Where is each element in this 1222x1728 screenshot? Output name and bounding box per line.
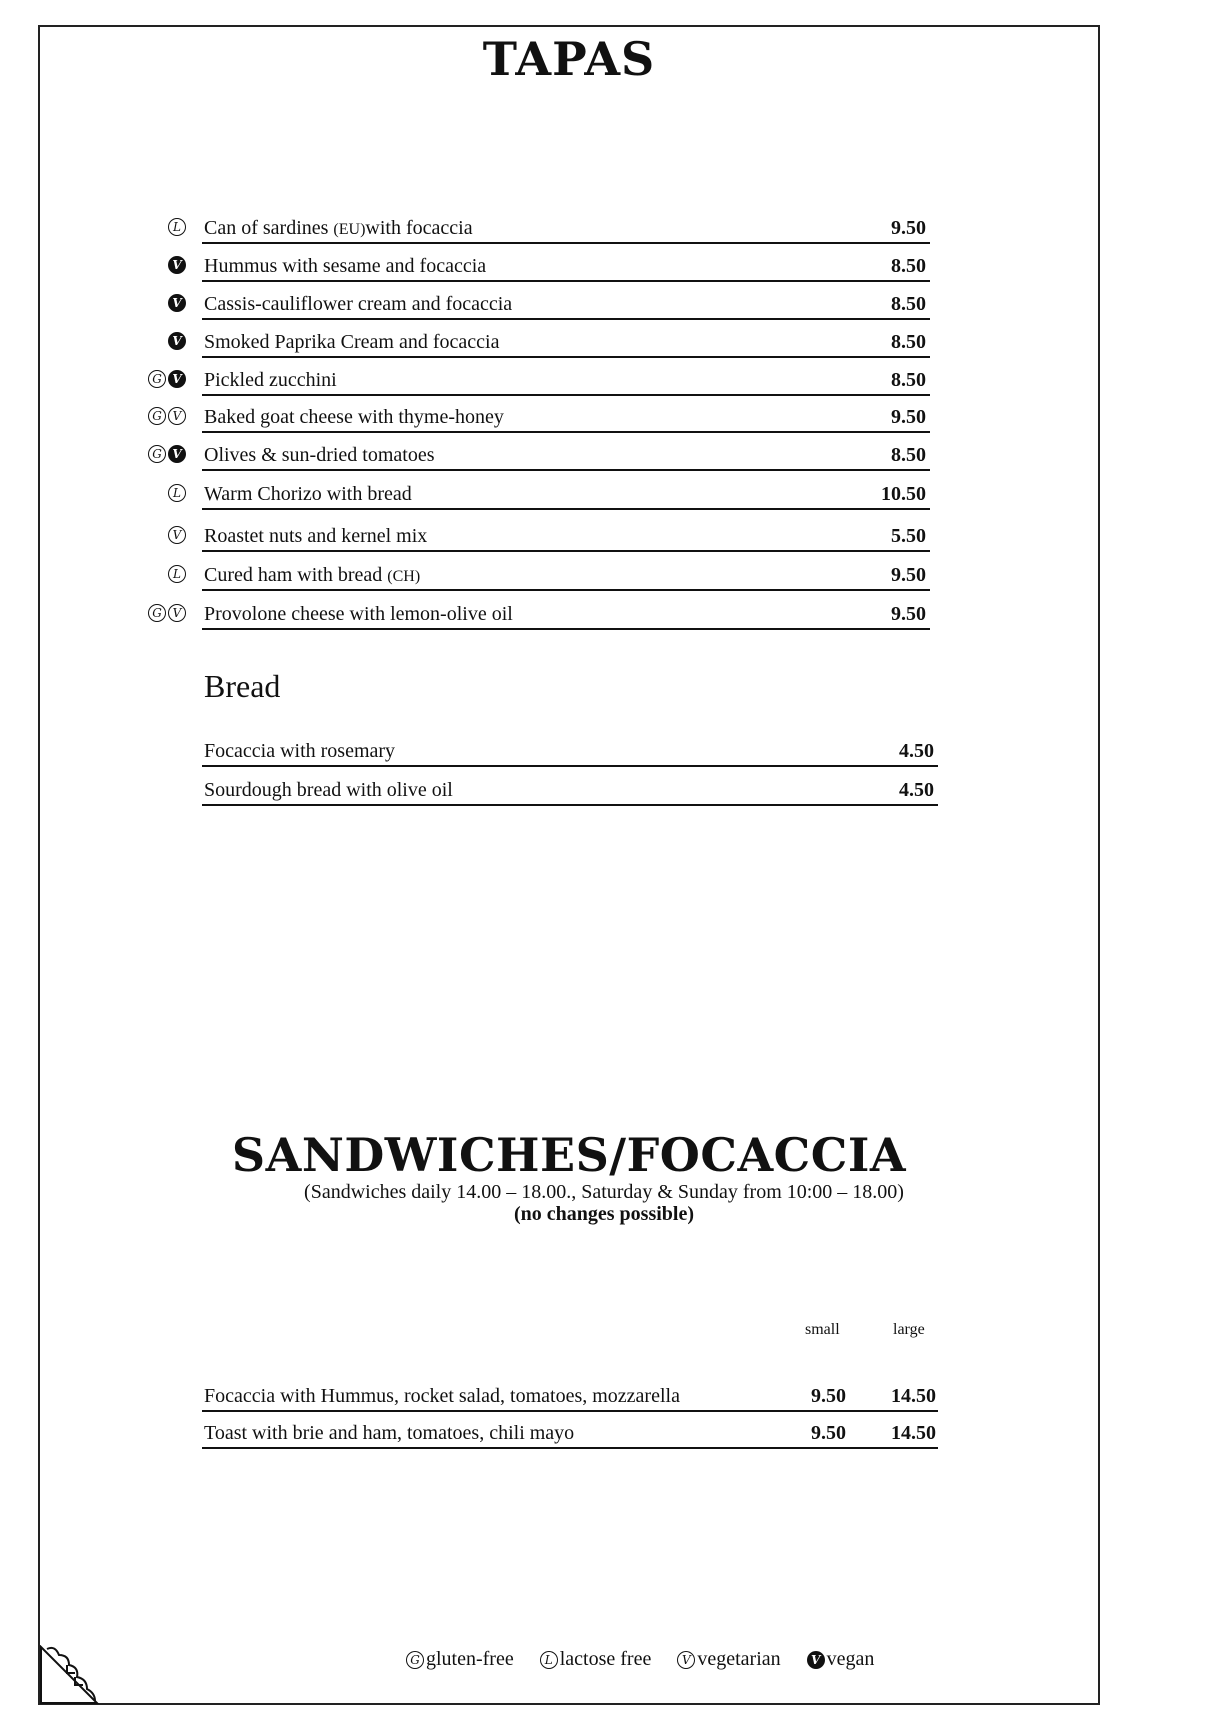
gluten-free-icon: G (148, 445, 166, 463)
diet-icons (168, 565, 186, 583)
tapas-item-price: 9.50 (891, 406, 926, 428)
tapas-item-name: Olives & sun-dried tomatoes (204, 444, 435, 466)
bread-item-price: 4.50 (899, 740, 934, 762)
bread-item-price: 4.50 (899, 779, 934, 801)
column-small: small (805, 1321, 840, 1338)
sandwiches-note: (no changes possible) (513, 1203, 695, 1225)
tapas-item (172, 322, 930, 358)
tapas-item-price: 8.50 (891, 444, 926, 466)
tapas-item (172, 246, 930, 282)
tapas-item-name: Baked goat cheese with thyme-honey (204, 406, 504, 428)
legend-gluten-free: G gluten-free (406, 1648, 514, 1671)
bread-item (202, 731, 938, 767)
diet-legend (406, 1648, 900, 1671)
vegan-icon: V (807, 1651, 825, 1669)
bread-item (202, 770, 938, 806)
vegetarian-icon: V (677, 1651, 695, 1669)
tapas-item (172, 516, 930, 552)
legend-vegetarian: V vegetarian (677, 1648, 780, 1671)
sandwich-item-name: Focaccia with Hummus, rocket salad, tomatoes, mozzarella (204, 1385, 680, 1407)
diet-icons (148, 445, 186, 463)
tapas-item-name: Warm Chorizo with bread (204, 483, 412, 505)
sandwich-price-large: 14.50 (891, 1385, 936, 1407)
bread-item-name: Sourdough bread with olive oil (204, 779, 453, 801)
diet-icons (148, 407, 186, 425)
tapas-item (173, 474, 930, 510)
tapas-item-price: 9.50 (891, 217, 926, 239)
vegan-icon: V (168, 256, 186, 274)
tapas-item-price: 8.50 (891, 369, 926, 391)
diet-icons (168, 218, 186, 236)
bread-item-name: Focaccia with rosemary (204, 740, 396, 762)
tapas-item-name: Cured ham with bread (CH) (204, 564, 421, 586)
gluten-free-icon: G (148, 370, 166, 388)
tapas-item (152, 360, 930, 396)
sandwich-item (202, 1376, 938, 1412)
diet-icons (168, 332, 186, 350)
tapas-item-price: 5.50 (891, 525, 926, 547)
vegan-icon: V (168, 294, 186, 312)
tapas-item-price: 9.50 (891, 564, 926, 586)
tapas-item (173, 208, 930, 244)
diet-icons (168, 526, 186, 544)
tapas-item-name: Pickled zucchini (204, 369, 337, 391)
vegan-icon: V (168, 370, 186, 388)
tapas-item-price: 8.50 (891, 255, 926, 277)
sandwiches-hours: (Sandwiches daily 14.00 – 18.00., Saturday & Sunday from 10:00 – 18.00) (304, 1181, 904, 1203)
tapas-item (152, 594, 930, 630)
sandwich-price-large: 14.50 (891, 1422, 936, 1444)
gluten-free-icon: G (148, 407, 166, 425)
lactose-free-icon: L (168, 484, 186, 502)
vegetarian-icon: V (168, 407, 186, 425)
tapas-item-name: Can of sardines (EU)with focaccia (204, 217, 473, 239)
tapas-item (152, 435, 930, 471)
lactose-free-icon: L (168, 565, 186, 583)
lactose-free-icon: L (540, 1651, 558, 1669)
vegan-icon: V (168, 445, 186, 463)
diet-icons (168, 256, 186, 274)
tapas-item (152, 397, 930, 433)
sandwich-item-name: Toast with brie and ham, tomatoes, chili mayo (204, 1422, 575, 1444)
diet-icons (168, 484, 186, 502)
diet-icons (148, 370, 186, 388)
tapas-item-price: 10.50 (881, 483, 926, 505)
tapas-item-name: Smoked Paprika Cream and focaccia (204, 331, 500, 353)
tapas-item-name: Roastet nuts and kernel mix (204, 525, 428, 547)
tapas-item-price: 8.50 (891, 331, 926, 353)
column-large: large (893, 1321, 925, 1338)
vegan-icon: V (168, 332, 186, 350)
tapas-item (172, 284, 930, 320)
diet-icons (168, 294, 186, 312)
tapas-item (173, 555, 930, 591)
vegetarian-icon: V (168, 526, 186, 544)
legend-vegan: V vegan (807, 1648, 875, 1671)
vegetarian-icon: V (168, 604, 186, 622)
sandwich-price-small: 9.50 (811, 1385, 846, 1407)
legend-lactose-free: L lactose free (540, 1648, 652, 1671)
corner-logo-icon (39, 1645, 99, 1705)
sandwich-price-small: 9.50 (811, 1422, 846, 1444)
tapas-title: TAPAS (482, 32, 656, 86)
tapas-item-price: 8.50 (891, 293, 926, 315)
sandwich-item (202, 1413, 938, 1449)
diet-icons (148, 604, 186, 622)
gluten-free-icon: G (406, 1651, 424, 1669)
tapas-item-price: 9.50 (891, 603, 926, 625)
bread-heading: Bread (204, 668, 281, 704)
tapas-item-name: Provolone cheese with lemon-olive oil (204, 603, 513, 625)
tapas-item-name: Hummus with sesame and focaccia (204, 255, 487, 277)
gluten-free-icon: G (148, 604, 166, 622)
sandwiches-title: SANDWICHES/FOCACCIA (231, 1128, 907, 1182)
tapas-item-name: Cassis-cauliflower cream and focaccia (204, 293, 513, 315)
lactose-free-icon: L (168, 218, 186, 236)
